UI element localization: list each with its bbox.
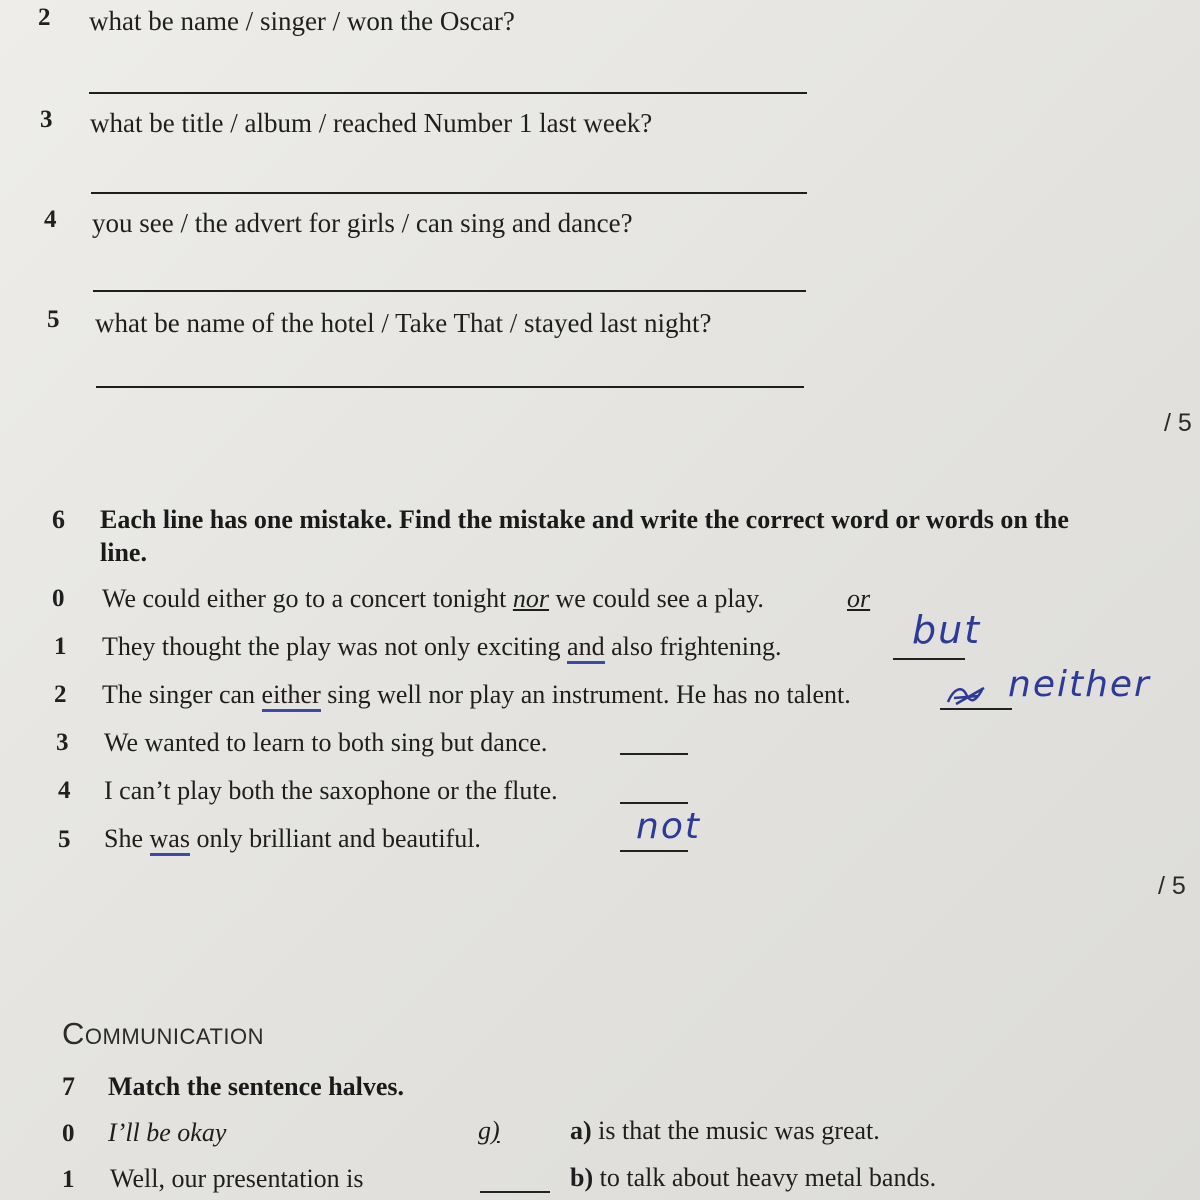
line-4-sentence: I can’t play both the saxophone or the flute.: [104, 776, 558, 805]
line-1-number: 1: [54, 633, 67, 660]
scribble-icon: [944, 680, 994, 710]
score-box-6: / 5: [1158, 872, 1186, 900]
score-box-5: / 5: [1164, 409, 1192, 437]
line-1-sentence: They thought the play was not only exciting and also frightening.: [102, 632, 782, 662]
line-0-answer: or: [847, 584, 871, 613]
answer-line-5[interactable]: [96, 386, 804, 388]
exercise-6-number: 6: [52, 505, 65, 534]
exercise-7-number: 7: [62, 1072, 75, 1101]
question-5-number: 5: [47, 306, 60, 333]
answer-line-3[interactable]: [91, 192, 807, 194]
question-3-text: what be title / album / reached Number 1 last week?: [90, 108, 653, 138]
line-2-handwritten-answer: neither: [1008, 664, 1151, 705]
line-3-blank[interactable]: [620, 753, 688, 755]
option-b: b) to talk about heavy metal bands.: [570, 1163, 937, 1192]
question-3-number: 3: [40, 106, 53, 133]
question-4-text: you see / the advert for girls / can sing and dance?: [92, 208, 633, 238]
question-2-number: 2: [38, 4, 51, 31]
line-2-mistake: either: [262, 680, 321, 712]
section-heading-communication: Communication: [62, 1016, 265, 1051]
line-0-mistake: nor: [512, 584, 550, 613]
line-5-mistake: was: [150, 824, 190, 856]
match-1-number: 1: [62, 1166, 75, 1193]
exercise-7-instruction: Match the sentence halves.: [108, 1072, 405, 1101]
line-3-sentence: We wanted to learn to both sing but dance.: [104, 728, 548, 757]
line-5-number: 5: [58, 826, 71, 853]
line-2-sentence: The singer can either sing well nor play an instrument. He has no talent.: [102, 680, 851, 710]
answer-line-4[interactable]: [93, 290, 806, 292]
line-1-mistake: and: [567, 632, 605, 664]
question-2-text: what be name / singer / won the Oscar?: [89, 6, 515, 36]
line-5-blank[interactable]: [620, 850, 688, 852]
option-a: a) is that the music was great.: [570, 1116, 880, 1145]
line-5-handwritten-answer: not: [636, 806, 701, 847]
line-5-sentence: She was only brilliant and beautiful.: [104, 824, 481, 854]
match-1-blank[interactable]: [480, 1191, 550, 1193]
exercise-6-instruction-line1: Each line has one mistake. Find the mistake and write the correct word or words on the: [100, 505, 1069, 534]
line-1-handwritten-answer: but: [912, 608, 982, 652]
exercise-6-instruction-line2: line.: [100, 538, 147, 567]
line-4-blank[interactable]: [620, 802, 688, 804]
line-4-number: 4: [58, 777, 71, 804]
line-3-number: 3: [56, 729, 69, 756]
line-1-blank[interactable]: [893, 658, 965, 660]
question-5-text: what be name of the hotel / Take That / stayed last night?: [95, 308, 712, 338]
question-4-number: 4: [44, 206, 57, 233]
match-0-number: 0: [62, 1120, 75, 1147]
line-0-sentence: We could either go to a concert tonight nor we could see a play.: [102, 584, 764, 613]
line-2-number: 2: [54, 681, 67, 708]
line-0-number: 0: [52, 585, 65, 612]
match-0-text: I’ll be okay: [108, 1118, 227, 1147]
match-1-text: Well, our presentation is: [110, 1164, 364, 1193]
match-0-answer: g): [478, 1116, 500, 1145]
answer-line-2[interactable]: [89, 92, 807, 94]
